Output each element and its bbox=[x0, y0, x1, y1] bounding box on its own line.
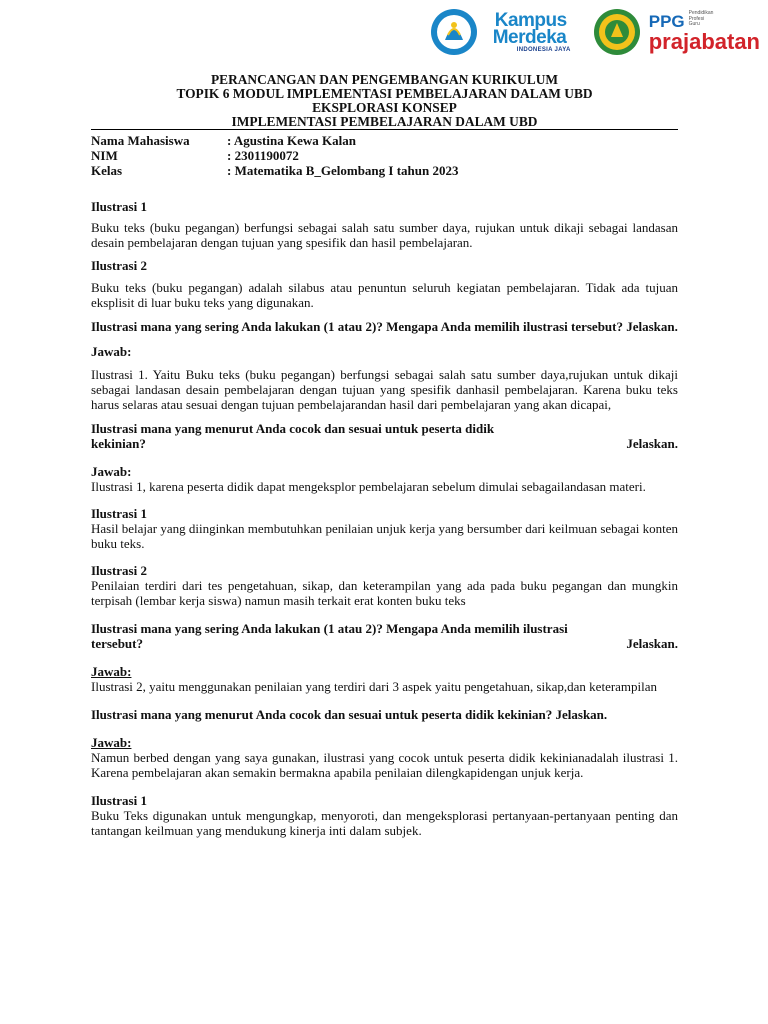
s2-jawab2-label: Jawab: bbox=[91, 735, 132, 750]
name-value: : Agustina Kewa Kalan bbox=[227, 133, 356, 148]
doc-title-line4: IMPLEMENTASI PEMBELAJARAN DALAM UBD bbox=[91, 115, 678, 130]
tut-wuri-handayani-emblem-icon bbox=[423, 7, 485, 57]
s2-jawab1-label: Jawab: bbox=[91, 664, 132, 679]
s1-ilustrasi2-title: Ilustrasi 2 bbox=[91, 258, 147, 273]
s1-ilustrasi2-text: Buku teks (buku pegangan) adalah silabus atau penuntun seluruh kegiatan pembelajaran. Tidak ada tujuan eksplisit di luar buku teks yang digunakan. bbox=[91, 280, 678, 310]
nim-label: NIM bbox=[91, 148, 118, 163]
s3-ilustrasi1-title: Ilustrasi 1 bbox=[91, 793, 147, 808]
kampus-word: Kampus bbox=[494, 10, 567, 31]
doc-title-line3: EKSPLORASI KONSEP bbox=[312, 100, 457, 115]
s1-jawab1-label: Jawab: bbox=[91, 344, 132, 359]
s2-ilustrasi2-text: Penilaian terdiri dari tes pengetahuan, sikap, dan keterampilan yang ada pada buku pegangan dan mungkin terpisah (lembar kerja siswa) namun masih terkait erat konten buku teks bbox=[91, 578, 678, 608]
s2-question1-line2: tersebut? Jelaskan. bbox=[91, 636, 678, 651]
s1-jawab2-text: Ilustrasi 1, karena peserta didik dapat mengeksplor pembelajaran sebelum dimulai sebagailandasan materi. bbox=[91, 479, 646, 494]
prajabatan-word: prajabatan bbox=[648, 28, 760, 54]
ppg-prajabatan-logo bbox=[649, 11, 760, 53]
doc-title-line1: PERANCANGAN DAN PENGEMBANGAN KURIKULUM bbox=[210, 72, 559, 87]
s1-jawab2-label: Jawab: bbox=[91, 464, 132, 479]
s1-ilustrasi1-title: Ilustrasi 1 bbox=[91, 199, 147, 214]
student-info bbox=[91, 133, 678, 178]
s3-ilustrasi1-text: Buku Teks digunakan untuk mengungkap, menyoroti, dan mengeksplorasi pertanyaan-pertanyaan penting dan tantangan keilmuan yang mendukung kinerja inti dalam subjek. bbox=[91, 808, 678, 838]
doc-title-line2: TOPIK 6 MODUL IMPLEMENTASI PEMBELAJARAN DALAM UBD bbox=[176, 86, 593, 101]
nim-value: : 2301190072 bbox=[227, 148, 299, 163]
s2-question1-line1: Ilustrasi mana yang sering Anda lakukan (1 atau 2)? Mengapa Anda memilih ilustrasi bbox=[91, 621, 568, 636]
s2-ilustrasi1-text: Hasil belajar yang diinginkan membutuhkan penilaian unjuk kerja yang bersumber dari keilmuan sebagai konten buku teks. bbox=[91, 521, 678, 551]
kampus-tagline: INDONESIA JAYA bbox=[516, 47, 571, 53]
s1-question1: Ilustrasi mana yang sering Anda lakukan (1 atau 2)? Mengapa Anda memilih ilustrasi tersebut? Jelaskan. bbox=[91, 319, 678, 334]
class-value: : Matematika B_Gelombang I tahun 2023 bbox=[227, 163, 459, 178]
document-body bbox=[91, 73, 678, 838]
ppg-abbr: PPG bbox=[648, 11, 685, 31]
class-label: Kelas bbox=[91, 163, 123, 178]
ppg-small-text: Pendidikan Profesi Guru bbox=[688, 10, 714, 28]
header-logos bbox=[423, 6, 760, 58]
s1-ilustrasi1-text: Buku teks (buku pegangan) berfungsi sebagai salah satu sumber daya, rujukan untuk dikaji sebagai landasan desain pembelajaran dengan tujuan yang spesifik dan hasil pembelajaran. bbox=[91, 220, 678, 250]
s1-jawab1-text: Ilustrasi 1. Yaitu Buku teks (buku pegangan) berfungsi sebagai salah satu sumber daya,rujukan untuk dikaji sebagai landasan desain pembelajaran dengan tujuan yang spesifik danhasil pembelajaran. Karena buku teks harus selaras atau sesuai dengan tujuan pembelajarandan hasil dari pembelajaran yang akan dicapai, bbox=[91, 367, 678, 412]
kampus-merdeka-logo bbox=[491, 7, 585, 57]
university-badge-icon bbox=[591, 7, 643, 57]
s2-ilustrasi2-title: Ilustrasi 2 bbox=[91, 563, 147, 578]
s2-ilustrasi1-title: Ilustrasi 1 bbox=[91, 506, 147, 521]
s1-question2-line2: kekinian? Jelaskan. bbox=[91, 436, 678, 451]
s2-jawab1-text: Ilustrasi 2, yaitu menggunakan penilaian yang terdiri dari 3 aspek yaitu pengetahuan, sikap,dan keterampilan bbox=[91, 679, 658, 694]
merdeka-word: Merdeka bbox=[492, 27, 567, 48]
s2-jawab2-text: Namun berbed dengan yang saya gunakan, ilustrasi yang cocok untuk peserta didik kekinianadalah ilustrasi 1. Karena pembelajaran akan semakin bermakna apabila penilaian dilengkapidengan unjuk kerja. bbox=[91, 750, 678, 780]
s1-question2-line1: Ilustrasi mana yang menurut Anda cocok dan sesuai untuk peserta didik bbox=[91, 421, 495, 436]
s2-question2: Ilustrasi mana yang menurut Anda cocok dan sesuai untuk peserta didik kekinian? Jelaskan. bbox=[91, 707, 608, 722]
name-label: Nama Mahasiswa bbox=[91, 133, 190, 148]
